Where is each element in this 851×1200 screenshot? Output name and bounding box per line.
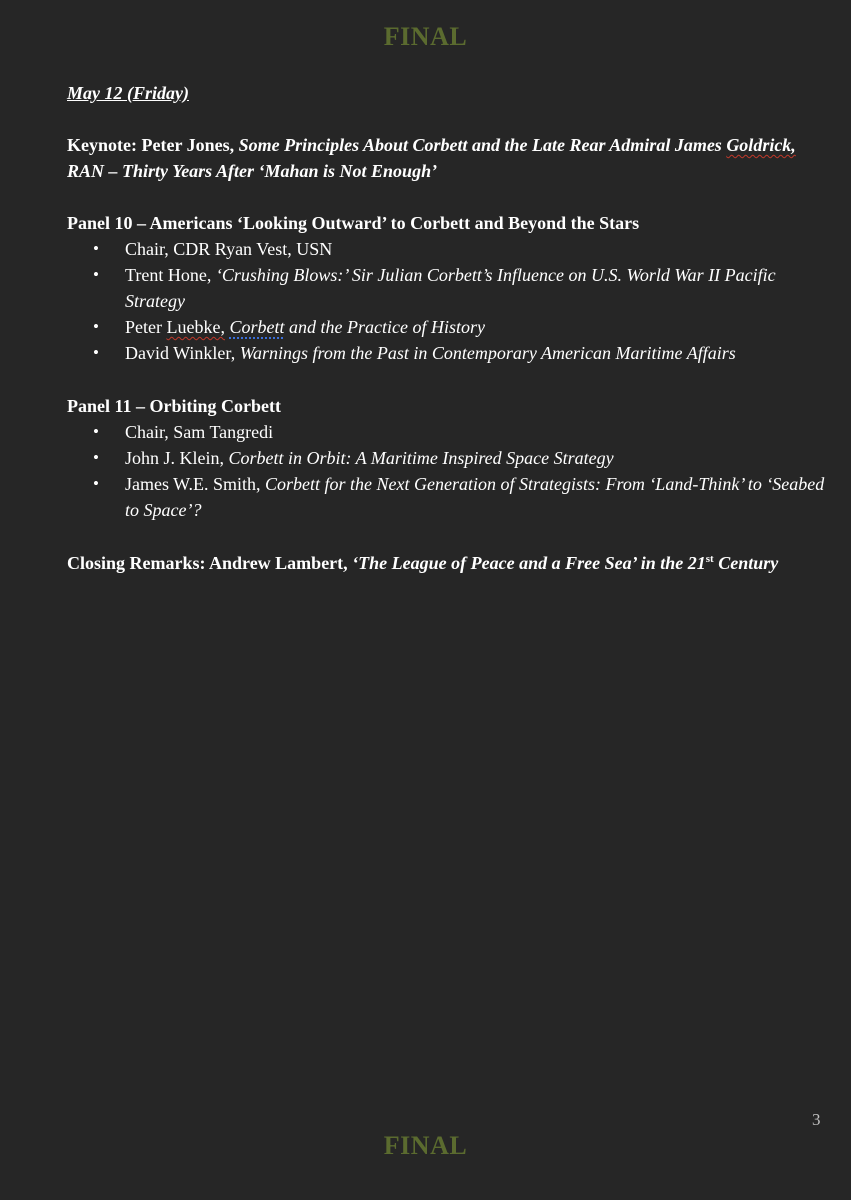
paper-title: and the Practice of History <box>284 317 485 337</box>
keynote-label: Keynote: Peter Jones, <box>67 135 235 155</box>
participant: James W.E. Smith, <box>125 474 266 494</box>
list-item <box>67 471 827 523</box>
participant-first: Peter <box>125 317 167 337</box>
document-body <box>67 80 827 576</box>
list-item <box>67 262 827 314</box>
panel-10-heading: Panel 10 – Americans ‘Looking Outward’ to Corbett and Beyond the Stars <box>67 213 640 233</box>
ordinal-suffix: st <box>705 553 714 565</box>
paper-title: Corbett in Orbit: A Maritime Inspired Space Strategy <box>228 448 614 468</box>
closing-title-a: ‘The League of Peace and a Free Sea’ in the 21 <box>352 553 706 573</box>
participant: Chair, Sam Tangredi <box>125 422 274 442</box>
keynote-title-name: Goldrick, <box>726 135 796 155</box>
participant-surname: Luebke, <box>166 317 225 337</box>
list-item <box>67 445 827 471</box>
closing-title-b: Century <box>718 553 779 573</box>
keynote-title-b: RAN – Thirty Years After ‘Mahan is Not Enough’ <box>67 161 438 181</box>
panel-11-heading: Panel 11 – Orbiting Corbett <box>67 396 281 416</box>
date-heading: May 12 (Friday) <box>67 83 189 103</box>
list-item <box>67 236 827 262</box>
closing-remarks <box>67 550 827 576</box>
bullet-icon: • <box>93 265 99 284</box>
keynote-title-a: Some Principles About Corbett and the Late Rear Admiral James <box>238 135 722 155</box>
page-number: 3 <box>812 1110 821 1129</box>
participant: John J. Klein, <box>125 448 229 468</box>
final-marking-top: FINAL <box>383 22 468 51</box>
bullet-icon: • <box>93 422 99 441</box>
list-item <box>67 419 827 445</box>
bullet-icon: • <box>93 239 99 258</box>
bullet-icon: • <box>93 317 99 336</box>
final-marking-bottom: FINAL <box>383 1131 468 1160</box>
bullet-icon: • <box>93 343 99 362</box>
bullet-icon: • <box>93 448 99 467</box>
bullet-icon: • <box>93 474 99 493</box>
panel-10-list <box>67 236 827 366</box>
participant: Chair, CDR Ryan Vest, USN <box>125 239 333 259</box>
paper-title: ‘Crushing Blows:’ Sir Julian Corbett’s Influence on U.S. World War II Pacific Strategy <box>125 265 776 311</box>
participant: Trent Hone, <box>125 265 216 285</box>
closing-label: Closing Remarks: Andrew Lambert, <box>67 553 348 573</box>
paper-title: Corbett for the Next Generation of Strategists: From ‘Land-Think’ to ‘Seabed to Space’? <box>125 474 825 520</box>
participant: David Winkler, <box>125 343 240 363</box>
keynote <box>67 132 827 184</box>
list-item <box>67 340 827 366</box>
list-item <box>67 314 827 340</box>
panel-11-list <box>67 419 827 523</box>
paper-title: Warnings from the Past in Contemporary American Maritime Affairs <box>239 343 736 363</box>
paper-title-marked: Corbett <box>229 317 285 337</box>
